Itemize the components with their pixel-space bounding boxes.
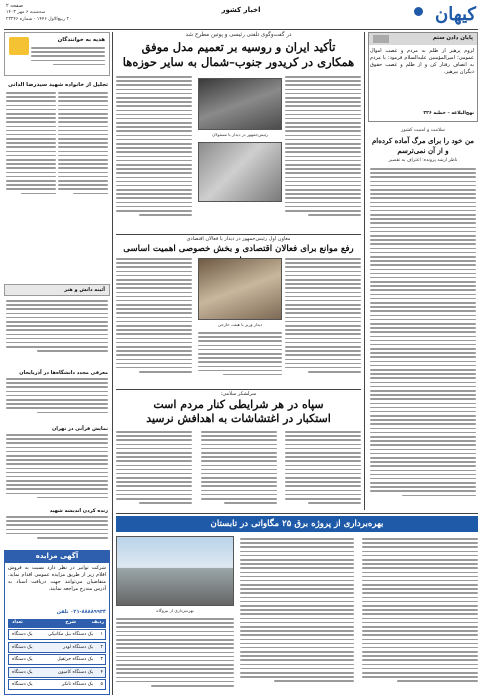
date-line-1: سه‌شنبه ۶ مهر ۱۴۰۳ [6,10,46,15]
auction-cell-desc: یک دستگاه کامیون [57,669,93,675]
third-story [116,391,361,511]
auction-cell-num: ۴ [100,669,103,675]
top-story-photo-caption: رئیس‌جمهور در دیدار با مسئولان [212,132,268,137]
auction-cell-qty: یک دستگاه [12,682,33,687]
auction-cell-num: ۳ [100,657,103,662]
meeting-photo [198,142,282,202]
masthead [0,0,482,30]
auction-cell-qty: یک دستگاه [12,669,33,675]
column-rule [364,32,365,510]
second-story [116,236,361,386]
auction-cell-qty: یک دستگاه [12,657,33,662]
auction-row [8,679,106,690]
auction-cell-desc: یک دستگاه بیل مکانیکی [48,632,93,637]
second-story-headline: رفع موانع برای فعالان اقتصادی و بخش خصوصی اهمیت اساسی [123,244,354,254]
book-box [4,284,110,296]
auction-cell-num: ۱ [100,632,103,637]
auction-cell-num: ۲ [100,644,103,650]
second-story-photo [198,258,282,320]
gift-header: هدیه به خوانندگان [57,37,105,43]
auction-header [5,551,109,563]
right-story-title-1: من خود را برای مرگ آماده کرده‌ام [371,136,475,145]
auction-col-desc: شرح [65,620,76,625]
auction-phone: ۰۲۱-۸۸۸۸۹۹۳۴ تلفن [56,609,106,615]
right-story-kicker: سلامت و امنیت کشور [401,128,445,133]
logo [412,4,476,28]
right-story-title-2: و از آن نمی‌ترسم [397,146,449,155]
logo-text: کیهان [434,4,476,25]
auction-cell-qty: یک دستگاه [12,632,33,637]
auction-col-num: ردیف [91,620,104,625]
sidebar-story-title: تجلیل از خانواده شهید سیدرضا الدانی [7,82,108,88]
masthead-rule [4,29,478,30]
auction-cell-desc: یک دستگاه تانکر [62,682,93,687]
auction-table-header [8,619,106,628]
gift-icon [9,37,29,55]
story-divider [116,513,478,514]
auction-table [8,619,106,693]
auction-row [8,654,106,665]
book-box-title: آئینه دانش و هنر [64,287,105,293]
power-plant-photo [116,536,234,606]
quote-box-icon [373,35,389,43]
quote-box [368,32,478,122]
auction-body: شرکت توانیر در نظر دارد نسبت به فروش اقلام زیر از طریق مزایده عمومی اقدام نماید. متقاضیان می‌توانند جهت دریافت اسناد به آدرس مندرج مراجعه نمایند. [8,565,106,592]
auction-row [8,667,106,678]
quote-box-body: لزوم پرهیز از ظلم به مردم و غصب اموال عمومی؛ امیرالمؤمنین علیه‌السلام فرمود: با مردم به انصاف رفتار کن و از ظلم و غصب حقوق دیگران بپرهیز. [370,48,474,75]
gift-box [4,32,110,76]
quote-box-title: پایان دادن ستم [432,35,473,41]
bottom-story-caption: بهره‌برداری از نیروگاه [156,608,194,613]
bottom-story-headline: بهره‌برداری از پروژه برق ۲۵ مگاواتی در تابستان [210,519,384,529]
top-story [116,32,361,232]
bottom-story-headline-bar [116,516,478,532]
date-line-2: ۲۰ ربیع‌الاول ۱۴۴۶ - شماره ۲۳۲۴۶ [6,17,72,22]
auction-row [8,642,106,653]
right-story-sub: ناظر ارشد پرونده: اعتراف به تقصیر [388,158,458,163]
quote-box-source: نهج‌البلاغه – خطبه ۲۲۶ [423,111,474,116]
story-divider [116,389,361,390]
auction-rows [8,629,106,693]
sidebar-story-title: نمایش قرآنی در تهران [51,426,108,432]
story-divider [116,234,361,235]
right-story [368,128,478,508]
top-story-headline-2: همکاری در کریدور جنوب–شمال به سایر حوزه‌ها [122,55,355,69]
section-title: اخبار کشور [221,6,261,14]
third-story-kicker: سرلشکر سلامی: [220,391,257,397]
page-number: صفحه ۲ [6,3,23,9]
auction-cell-qty: یک دستگاه [12,644,33,650]
top-story-kicker: در گفت‌وگوی تلفنی رئیسی و پوتین مطرح شد [185,32,292,38]
sidebar-story-title: زنده کردن اندیشه شهید [49,508,108,514]
auction-row [8,629,106,640]
auction-col-qty: تعداد [12,620,23,625]
auction-cell-desc: یک دستگاه جرثقیل [57,657,93,662]
third-story-headline-1: سپاه در هر شرایطی کنار مردم است [153,398,324,411]
auction-ad [4,550,110,695]
top-story-headline-1: تأکید ایران و روسیه بر تعمیم مدل موفق [141,40,336,54]
quote-box-header [369,33,477,45]
bottom-story [116,516,478,695]
auction-title: آگهی مزایده [35,552,79,560]
left-sidebar [4,32,110,695]
right-column [368,32,478,510]
sidebar-story-title: معرفی مجدد دانشگاه‌ها در آذربایجان [19,370,108,376]
second-story-photo-caption: دیدار وزیر با هیئت خارجی [217,322,263,327]
column-rule [112,32,113,695]
third-story-headline-2: استکبار در اغتشاشات به اهدافش نرسید [146,412,331,425]
logo-emblem-icon [414,7,423,16]
auction-cell-num: ۵ [100,682,103,687]
top-story-photo [198,78,282,130]
second-story-kicker: معاون اول رئیس‌جمهور در دیدار با فعالان اقتصادی [186,236,291,242]
auction-cell-desc: یک دستگاه لودر [63,644,93,650]
